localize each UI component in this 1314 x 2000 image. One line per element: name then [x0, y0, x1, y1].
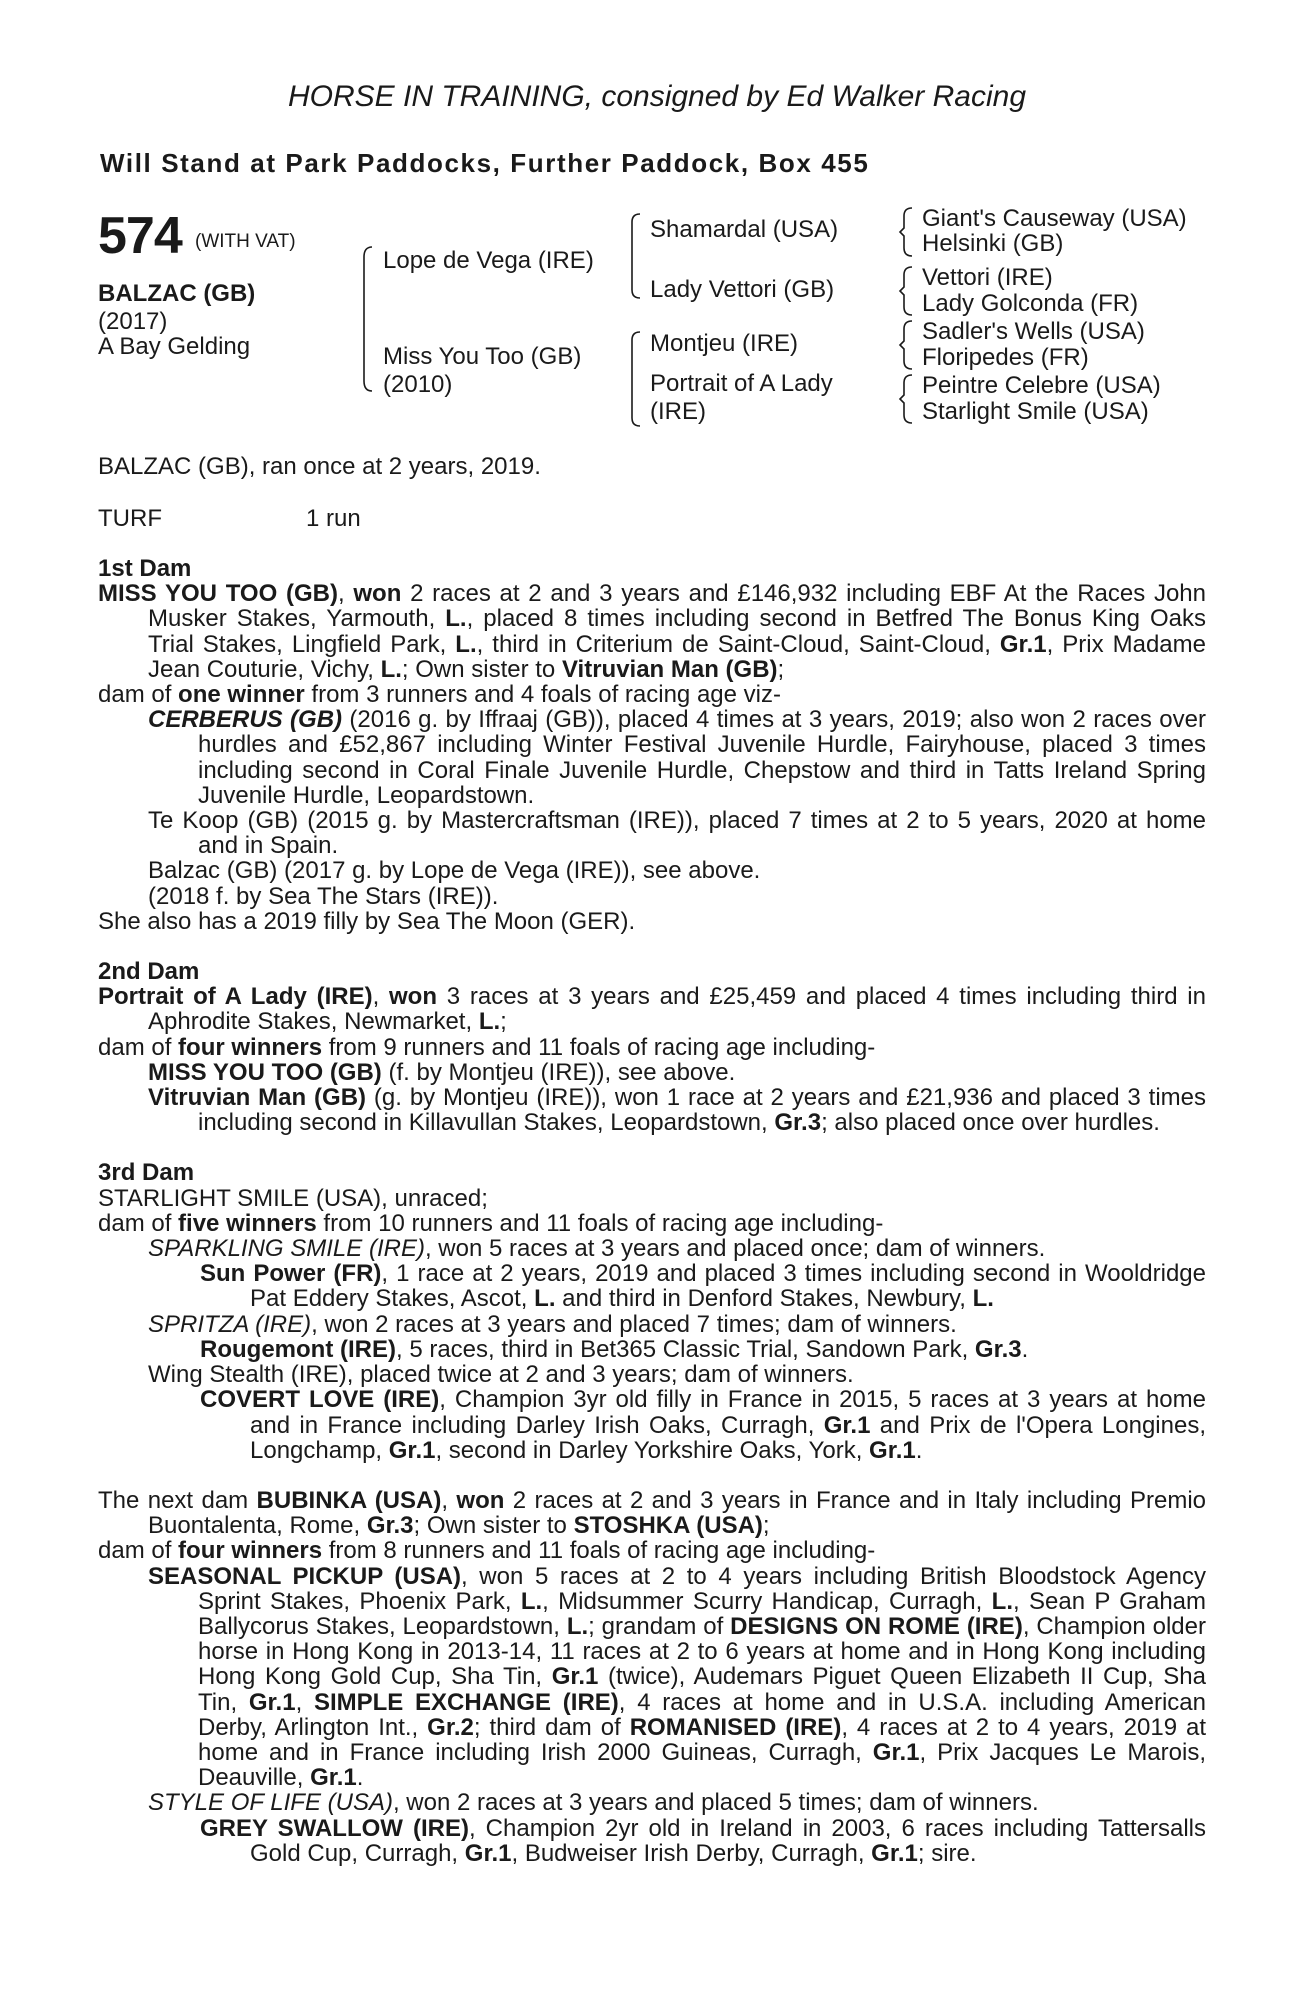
- record-runs: 1 run: [306, 505, 361, 532]
- record-surface: TURF: [98, 505, 162, 532]
- dam3-heading: 3rd Dam: [98, 1159, 195, 1187]
- dam2-heading: 2nd Dam: [98, 958, 200, 986]
- pedigree-g3-4: Lady Golconda (FR): [922, 290, 1139, 317]
- pedigree-dam-dam-line1: Portrait of A Lady: [650, 370, 833, 397]
- dam1-record: MISS YOU TOO (GB), won 2 races at 2 and 3 years and £146,932 including EBF At the Races John Musker Stakes, Yarmouth, L., placed 8 times including second in Betfred The Bonus King Oaks Trial Stakes, Lingfield Park, L., third in Criterium de Saint-Cloud, Saint-Cloud, Gr.1, Prix Madame Jean Couturie, Vichy, L.; Own sister to Vitruvian Man (GB);: [98, 580, 1206, 683]
- foaling-year: (2017): [98, 308, 168, 335]
- pedigree-bracket-g1: [900, 206, 920, 258]
- produce-seasonal-pickup: SEASONAL PICKUP (USA), won 5 races at 2 to 4 years including British Bloodstock Agency Sprint Stakes, Phoenix Park, L., Midsummer Scurry Handicap, Curragh, L., Sean P Graham Ballycorus Stakes, Leopardstown, L.; grandam of DESIGNS ON ROME (IRE), Champion older horse in Hong Kong in 2013-14, 11 races at 2 to 6 years at home and in Hong Kong including Hong Kong Gold Cup, Sha Tin, Gr.1 (twice), Audemars Piguet Queen Elizabeth II Cup, Sha Tin, Gr.1, SIMPLE EXCHANGE (IRE), 4 races at home and in U.S.A. including American Derby, Arlington Int., Gr.2; third dam of ROMANISED (IRE), 4 races at 2 to 4 years, 2019 at home and in France including Irish 2000 Guineas, Curragh, Gr.1, Prix Jacques Le Marois, Deauville, Gr.1.: [148, 1562, 1207, 1792]
- produce-wing-stealth: Wing Stealth (IRE), placed twice at 2 and 3 years; dam of winners.: [148, 1361, 854, 1389]
- produce-covert-love: COVERT LOVE (IRE), Champion 3yr old filly in France in 2015, 5 races at 3 years at home and in France including Darley Irish Oaks, Curragh, Gr.1 and Prix de l'Opera Longines, Longchamp, Gr.1, second in Darley Yorkshire Oaks, York, Gr.1.: [200, 1386, 1206, 1464]
- produce-spritza: SPRITZA (IRE), won 2 races at 3 years and placed 7 times; dam of winners.: [148, 1310, 957, 1338]
- produce-te-koop: Te Koop (GB) (2015 g. by Mastercraftsman (IRE)), placed 7 times at 2 to 5 years, 2020 at home and in Spain.: [148, 807, 1206, 860]
- produce-sun-power: Sun Power (FR), 1 race at 2 years, 2019 and placed 3 times including second in Wooldridge Pat Eddery Stakes, Ascot, L. and third in Denford Stakes, Newbury, L.: [200, 1260, 1206, 1313]
- stand-location: Will Stand at Park Paddocks, Further Paddock, Box 455: [100, 148, 870, 178]
- produce-sparkling-smile: SPARKLING SMILE (IRE), won 5 races at 3 years and placed once; dam of winners.: [148, 1235, 1046, 1263]
- pedigree-bracket-g3: [900, 319, 920, 371]
- dam2-record: Portrait of A Lady (IRE), won 3 races at 3 years and £25,459 and placed 4 times including third in Aphrodite Stakes, Newmarket, L.;: [98, 983, 1206, 1036]
- pedigree-bracket-dam: [628, 330, 648, 430]
- pedigree-dam: Miss You Too (GB): [383, 343, 582, 370]
- pedigree-g3-5: Sadler's Wells (USA): [922, 318, 1145, 345]
- pedigree-g3-2: Helsinki (GB): [922, 230, 1064, 257]
- dam1-produce-intro: dam of one winner from 3 runners and 4 foals of racing age viz-: [98, 681, 781, 709]
- produce-balzac: Balzac (GB) (2017 g. by Lope de Vega (IRE)), see above.: [148, 857, 761, 885]
- dam2-produce-intro: dam of four winners from 9 runners and 11 foals of racing age including-: [98, 1033, 876, 1061]
- page-title: HORSE IN TRAINING, consigned by Ed Walker Racing: [287, 80, 1027, 113]
- catalogue-body: [98, 556, 1206, 1866]
- produce-miss-you-too: MISS YOU TOO (GB) (f. by Montjeu (IRE)), see above.: [148, 1058, 736, 1086]
- produce-rougemont: Rougemont (IRE), 5 races, third in Bet365 Classic Trial, Sandown Park, Gr.3.: [200, 1335, 1029, 1363]
- produce-2018-filly: (2018 f. by Sea The Stars (IRE)).: [148, 882, 499, 910]
- pedigree-bracket-g4: [900, 373, 920, 425]
- produce-vitruvian-man: Vitruvian Man (GB) (g. by Montjeu (IRE)), won 1 race at 2 years and £21,936 and placed 3 times including second in Killavullan Stakes, Leopardstown, Gr.3; also placed once over hurdles.: [148, 1084, 1207, 1137]
- race-summary: BALZAC (GB), ran once at 2 years, 2019.: [98, 453, 541, 480]
- pedigree-bracket-sire: [628, 212, 648, 302]
- next-dam-produce-intro: dam of four winners from 8 runners and 11 foals of racing age including-: [98, 1537, 876, 1565]
- dam3-produce-intro: dam of five winners from 10 runners and 11 foals of racing age including-: [98, 1209, 884, 1237]
- horse-name: BALZAC (GB): [98, 280, 256, 307]
- dam1-heading: 1st Dam: [98, 555, 192, 582]
- pedigree-sire-dam: Lady Vettori (GB): [650, 276, 835, 303]
- pedigree-bracket-g2: [900, 265, 920, 317]
- produce-cerberus: CERBERUS (GB) (2016 g. by Iffraaj (GB)), placed 4 times at 3 years, 2019; also won 2 races over hurdles and £52,867 including Winter Festival Juvenile Hurdle, Fairyhouse, placed 3 times including second in Coral Finale Juvenile Hurdle, Chepstow and third in Tatts Ireland Spring Juvenile Hurdle, Leopardstown.: [148, 706, 1206, 809]
- next-dam-record: The next dam BUBINKA (USA), won 2 races at 2 and 3 years in France and in Italy including Premio Buontalenta, Rome, Gr.3; Own sister to STOSHKA (USA);: [98, 1486, 1207, 1540]
- lot-number: 574: [98, 207, 182, 265]
- produce-2019-filly: She also has a 2019 filly by Sea The Moon (GER).: [98, 907, 636, 935]
- pedigree-g3-1: Giant's Causeway (USA): [922, 205, 1187, 232]
- pedigree-dam-year: (2010): [383, 371, 453, 398]
- pedigree-g3-6: Floripedes (FR): [922, 344, 1089, 371]
- pedigree-g3-3: Vettori (IRE): [922, 264, 1053, 291]
- vat-note: (WITH VAT): [195, 231, 296, 252]
- pedigree-dam-dam-line2: (IRE): [650, 398, 706, 425]
- horse-description: A Bay Gelding: [98, 333, 251, 360]
- produce-style-of-life: STYLE OF LIFE (USA), won 2 races at 3 years and placed 5 times; dam of winners.: [148, 1789, 1039, 1817]
- produce-grey-swallow: GREY SWALLOW (IRE), Champion 2yr old in Ireland in 2003, 6 races including Tattersalls Gold Cup, Curragh, Gr.1, Budweiser Irish Derby, Curragh, Gr.1; sire.: [200, 1814, 1207, 1867]
- pedigree-g3-8: Starlight Smile (USA): [922, 398, 1149, 425]
- pedigree-g3-7: Peintre Celebre (USA): [922, 372, 1161, 399]
- pedigree-sire-sire: Shamardal (USA): [650, 216, 839, 243]
- pedigree-sire: Lope de Vega (IRE): [383, 247, 594, 274]
- pedigree-bracket-gen1: [360, 245, 380, 395]
- dam3-record: STARLIGHT SMILE (USA), unraced;: [98, 1184, 488, 1212]
- pedigree-dam-sire: Montjeu (IRE): [650, 330, 799, 357]
